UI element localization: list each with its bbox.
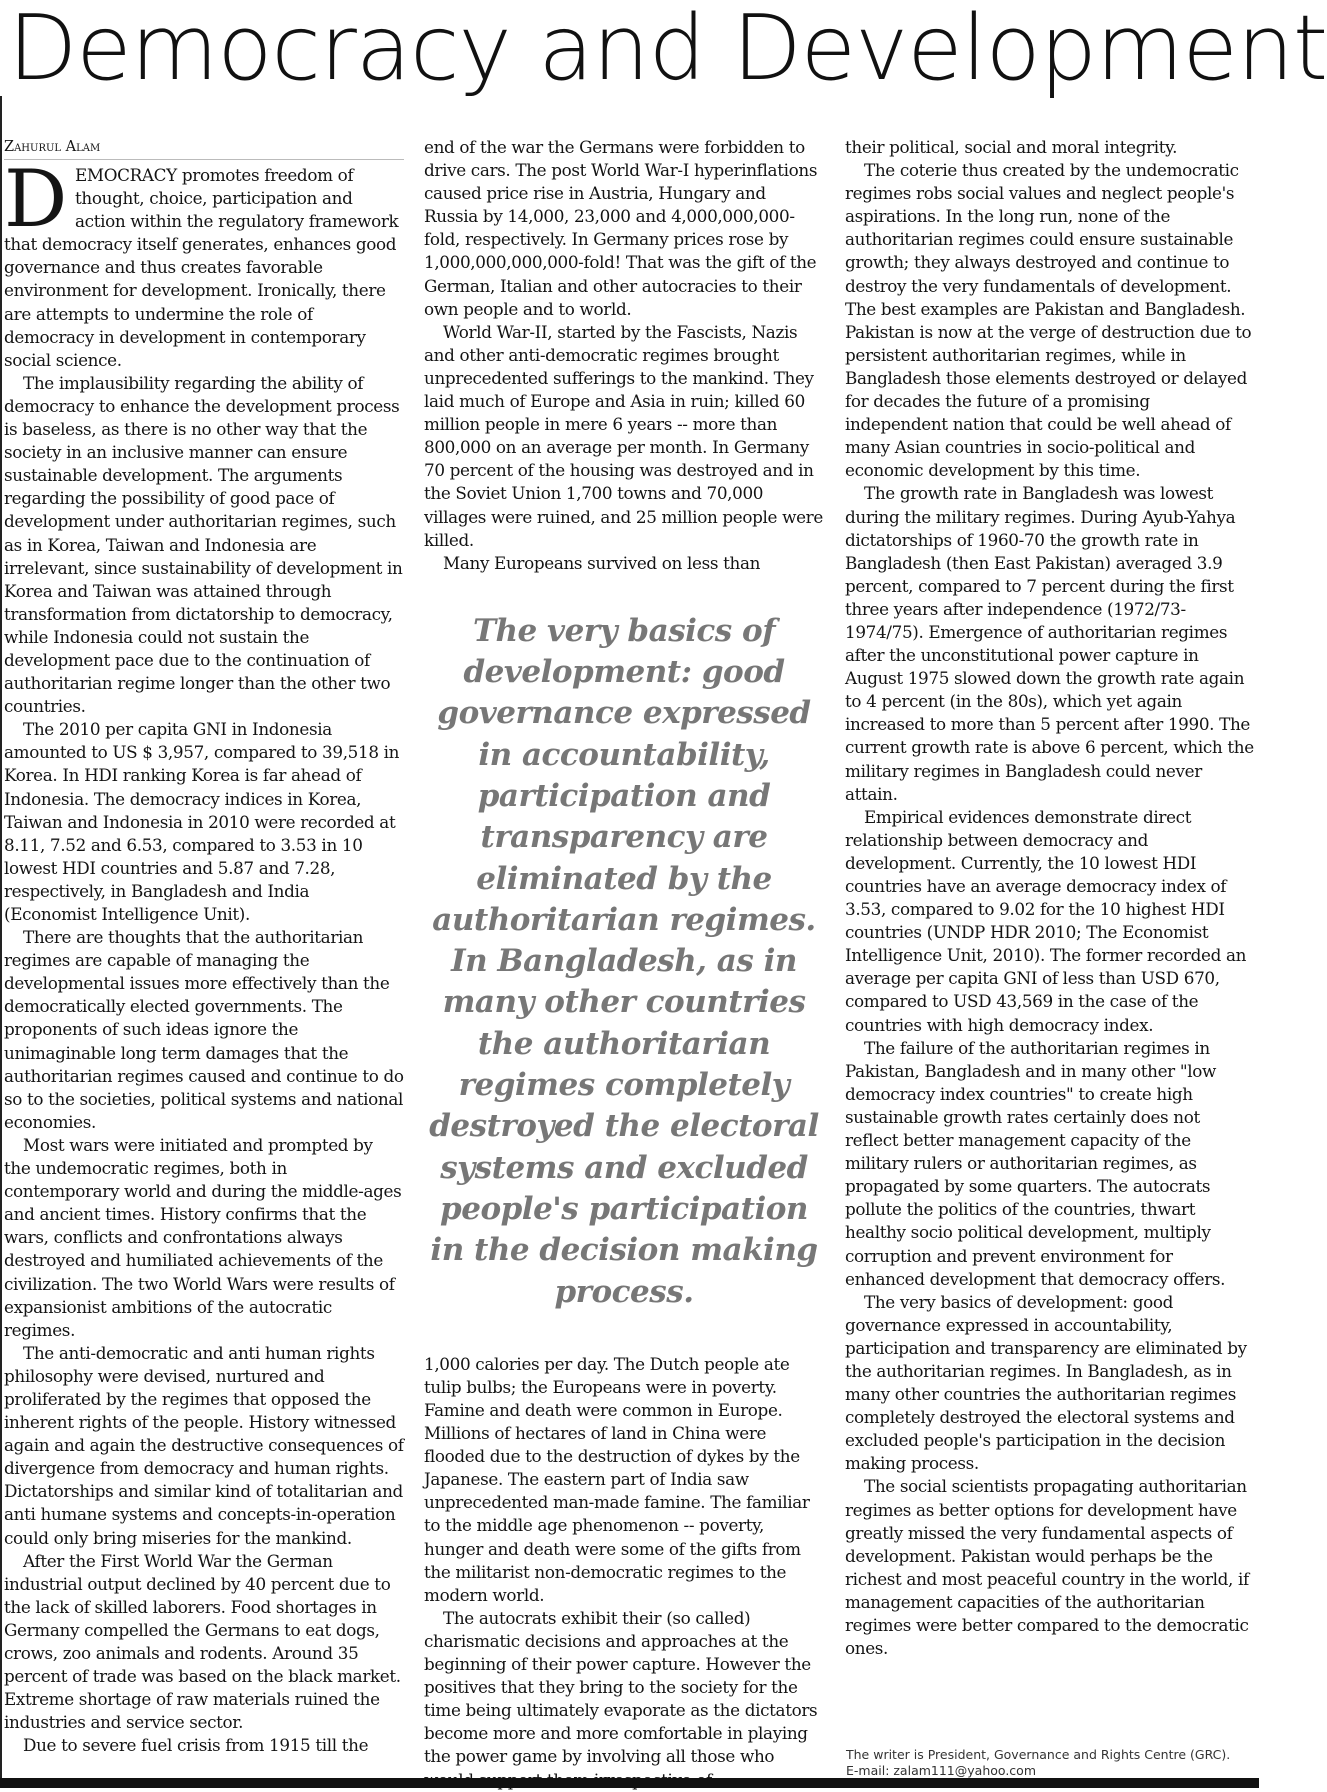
article-column-2 [424, 136, 824, 1778]
paragraph: 1,000 calories per day. The Dutch people ate tulip bulbs; the Europeans were in poverty. Famine and death were common in Europe. Millions of hectares of land in China were flooded due to the destruction of dykes by the Japanese. The eastern part of India saw unprecedented man-made famine. The familiar to the middle age phenomenon -- poverty, hunger and death were some of the gifts from the militarist non-democratic regimes to the modern world. [424, 1353, 810, 1605]
paragraph: The very basics of development: good governance expressed in accountability, participation and transparency are eliminated by the authoritarian regimes. In Bangladesh, as in many other countries the authoritarian regimes completely destroyed the electoral systems and excluded people's participation in the decision making process. [845, 1291, 1247, 1474]
author-note-line: The writer is President, Governance and Rights Centre (GRC). [846, 1747, 1231, 1762]
paragraph: Due to severe fuel crisis from 1915 till the [23, 1735, 369, 1756]
paragraph: The 2010 per capita GNI in Indonesia amounted to US $ 3,957, compared to 39,518 in Korea. In HDI ranking Korea is far ahead of Indonesia. The democracy indices in Korea, Taiwan and Indonesia in 2010 were recorded at 8.11, 7.52 and 6.53, compared to 3.53 in 10 lowest HDI countries and 5.87 and 7.28, respectively, in Bangladesh and India (Economist Intelligence Unit). [4, 719, 400, 924]
article-column-1 [4, 136, 404, 1778]
paragraph: After the First World War the German industrial output declined by 40 percent due to the lack of skilled laborers. Food shortages in Germany compelled the Germans to eat dogs, crows, zoo animals and rodents. Around 35 percent of trade was based on the black market. Extreme shortage of raw materials ruined the industries and service sector. [4, 1550, 401, 1733]
paragraph: end of the war the Germans were forbidden to drive cars. The post World War-I hyperinflations caused price rise in Austria, Hungary and Russia by 14,000, 23,000 and 4,000,000,000-fold, respectively. In Germany prices rose by 1,000,000,000,000-fold! That was the gift of the German, Italian and other autocracies to their own people and to world. [424, 137, 818, 319]
paragraph: The coterie thus created by the undemocratic regimes robs social values and neglect people's aspirations. In the long run, none of the authoritarian regimes could ensure sustainable growth; they always destroyed and continue to destroy the very fundamentals of development. The best examples are Pakistan and Bangladesh. Pakistan is now at the verge of destruction due to persistent authoritarian regimes, while in Bangladesh those elements destroyed or delayed for decades the future of a promising independent nation that could be well ahead of many Asian countries in socio-political and economic development by this time. [845, 160, 1252, 481]
article-column-3 [845, 136, 1255, 1778]
paragraph: Empirical evidences demonstrate direct relationship between democracy and development. Currently, the 10 lowest HDI countries have an average democracy index of 3.53, compared to 9.02 for the 10 highest HDI countries (UNDP HDR 2010; The Economist Intelligence Unit, 2010). The former recorded an average per capita GNI of less than USD 670, compared to USD 43,569 in the case of the countries with high democracy index. [845, 806, 1247, 1035]
paragraph: The social scientists propagating authoritarian regimes as better options for development have greatly missed the very fundamental aspects of development. Pakistan would perhaps be the richest and most peaceful country in the world, if management capacities of the authoritarian regimes were better compared to the democratic ones. [845, 1476, 1249, 1659]
paragraph: The anti-democratic and anti human rights philosophy were devised, nurtured and proliferated by the regimes that opposed the inherent rights of the people. History witnessed again and again the destructive consequences of divergence from democracy and human rights. Dictatorships and similar kind of totalitarian and anti humane systems and concepts-in-operation could only bring miseries for the mankind. [4, 1342, 404, 1548]
paragraph: World War-II, started by the Fascists, Nazis and other anti-democratic regimes brought unprecedented sufferings to the mankind. They laid much of Europe and Asia in ruin; killed 60 million people in mere 6 years -- more than 800,000 on an average per month. In Germany 70 percent of the housing was destroyed and in the Soviet Union 1,700 towns and 70,000 villages were ruined, and 25 million people were killed. [424, 321, 823, 550]
drop-cap: D [4, 153, 67, 245]
paragraph: EMOCRACY promotes freedom of thought, choice, participation and action within the regulatory framework that democracy itself generates, enhances good governance and thus creates favorable environment for development. Ironically, there are attempts to undermine the role of democracy in development in contemporary social science. [4, 165, 399, 370]
page-title: Democracy and Development [8, 0, 1327, 101]
author-note [846, 1747, 1256, 1779]
bottom-rule [0, 1778, 1259, 1788]
paragraph: The growth rate in Bangladesh was lowest during the military regimes. During Ayub-Yahya dictatorships of 1960-70 the growth rate in Bangladesh (then East Pakistan) averaged 3.9 percent, compared to 7 percent during the first three years after independence (1972/73-1974/75). Emergence of authoritarian regimes after the unconstitutional power capture in August 1975 slowed down the growth rate again to 4 percent (in the 80s), which yet again increased to more than 5 percent after 1990. The current growth rate is above 6 percent, which the military regimes in Bangladesh could never attain. [845, 483, 1254, 804]
pull-quote: The very basics of development: good governance expressed in accountability, participation and transparency are eliminated by the authoritarian regimes. In Bangladesh, as in many other countries the authoritarian regimes completely destroyed the electoral systems and excluded people's participation in the decision making process. [429, 612, 819, 1310]
paragraph: There are thoughts that the authoritarian regimes are capable of managing the developmental issues more effectively than the democratically elected governments. The proponents of such ideas ignore the unimaginable long term damages that the authoritarian regimes caused and continue to do so to the societies, political systems and national economies. [4, 927, 404, 1132]
author-email: E-mail: zalam111@yahoo.com [846, 1763, 1036, 1778]
paragraph: Many Europeans survived on less than [443, 552, 761, 573]
paragraph: The failure of the authoritarian regimes in Pakistan, Bangladesh and in many other "low democracy index countries" to create high sustainable growth rates certainly does not reflect better management capacity of the military rulers or authoritarian regimes, as propagated by some quarters. The autocrats pollute the politics of the countries, thwart healthy socio political development, multiply corruption and prevent environment for enhanced development that democracy offers. [845, 1037, 1226, 1289]
paragraph: The implausibility regarding the ability of democracy to enhance the development process is baseless, as there is no other way that the society in an inclusive manner can ensure sustainable development. The arguments regarding the possibility of good pace of development under authoritarian regimes, such as in Korea, Taiwan and Indonesia are irrelevant, since sustainability of development in Korea and Taiwan was attained through transformation from dictatorship to democracy, while Indonesia could not sustain the development pace due to the continuation of authoritarian regime longer than the other two countries. [4, 372, 403, 717]
left-column-rule [0, 96, 2, 1788]
paragraph: Most wars were initiated and prompted by the undemocratic regimes, both in contemporary world and during the middle-ages and ancient times. History confirms that the wars, conflicts and confrontations always destroyed and humiliated achievements of the civilization. The two World Wars were results of expansionist ambitions of the autocratic regimes. [4, 1134, 402, 1340]
paragraph: The autocrats exhibit their (so called) charismatic decisions and approaches at the beginning of their power capture. However the positives that they bring to the society for the time being ultimately evaporate as the dictators become more and more comfortable in playing the power game by involving all those who [424, 1607, 818, 1767]
paragraph: their political, social and moral integrity. [845, 137, 1178, 157]
byline: Zahurul Alam [4, 136, 404, 160]
